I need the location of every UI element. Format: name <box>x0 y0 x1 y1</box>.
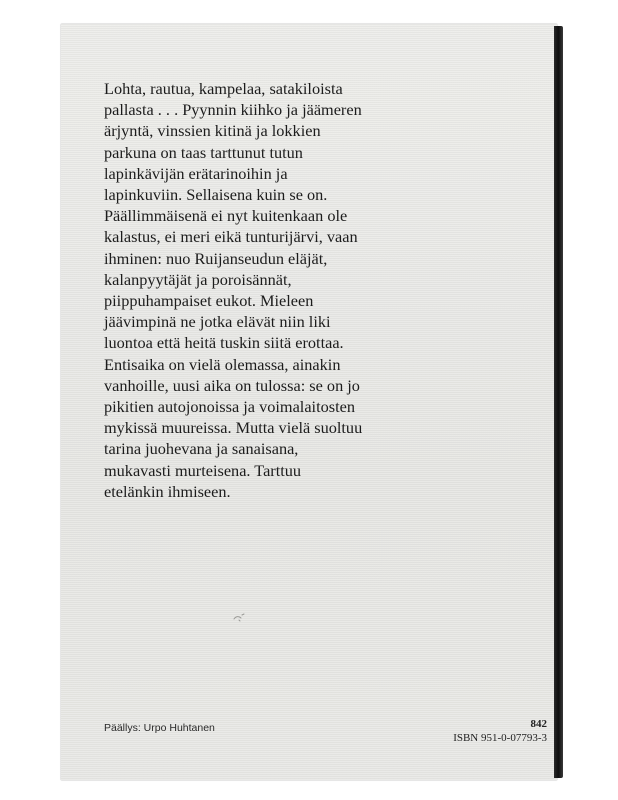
blurb-line: lapinkuviin. Sellaisena kuin se on. <box>104 185 328 205</box>
blurb-line: jäävimpinä ne jotka elävät niin liki <box>104 312 331 332</box>
blurb-line: kalanpyytäjät ja poroisännät, <box>104 269 292 289</box>
blurb-line: pallasta . . . Pyynnin kiihko ja jäämeren <box>104 100 362 120</box>
blurb-text <box>104 78 404 502</box>
blurb-line: tarina juohevana ja sanaisana, <box>104 439 299 459</box>
catalog-number: 842 <box>530 718 547 730</box>
blurb-line: Päällimmäisenä ei nyt kuitenkaan ole <box>104 206 348 226</box>
cover-designer-credit: Päällys: Urpo Huhtanen <box>104 722 215 734</box>
blurb-line: Lohta, rautua, kampelaa, satakiloista <box>104 79 343 98</box>
book-spine-edge <box>554 26 563 778</box>
book-back-cover <box>61 24 557 780</box>
blurb-line: Entisaika on vielä olemassa, ainakin <box>104 354 341 374</box>
blurb-line: kalastus, ei meri eikä tunturijärvi, vaan <box>104 227 358 247</box>
blurb-line: piippuhampaiset eukot. Mieleen <box>104 291 314 311</box>
blurb-line: luontoa että heitä tuskin siitä erottaa. <box>104 333 344 353</box>
blurb-line: lapinkävijän erätarinoihin ja <box>104 163 288 183</box>
blurb-line: mukavasti murteisena. Tarttuu <box>104 460 302 480</box>
cover-blemish <box>233 612 247 622</box>
isbn-number: ISBN 951-0-07793-3 <box>453 732 547 744</box>
blurb-line: pikitien autojonoissa ja voimalaitosten <box>104 397 355 417</box>
blurb-line: ihminen: nuo Ruijanseudun eläjät, <box>104 248 328 268</box>
blurb-line: etelänkin ihmiseen. <box>104 481 231 501</box>
blurb-line: mykissä muureissa. Mutta vielä suoltuu <box>104 418 363 438</box>
blurb-line: vanhoille, uusi aika on tulossa: se on jo <box>104 375 360 395</box>
blurb-line: ärjyntä, vinssien kitinä ja lokkien <box>104 121 321 141</box>
blurb-line: parkuna on taas tarttunut tutun <box>104 142 303 162</box>
